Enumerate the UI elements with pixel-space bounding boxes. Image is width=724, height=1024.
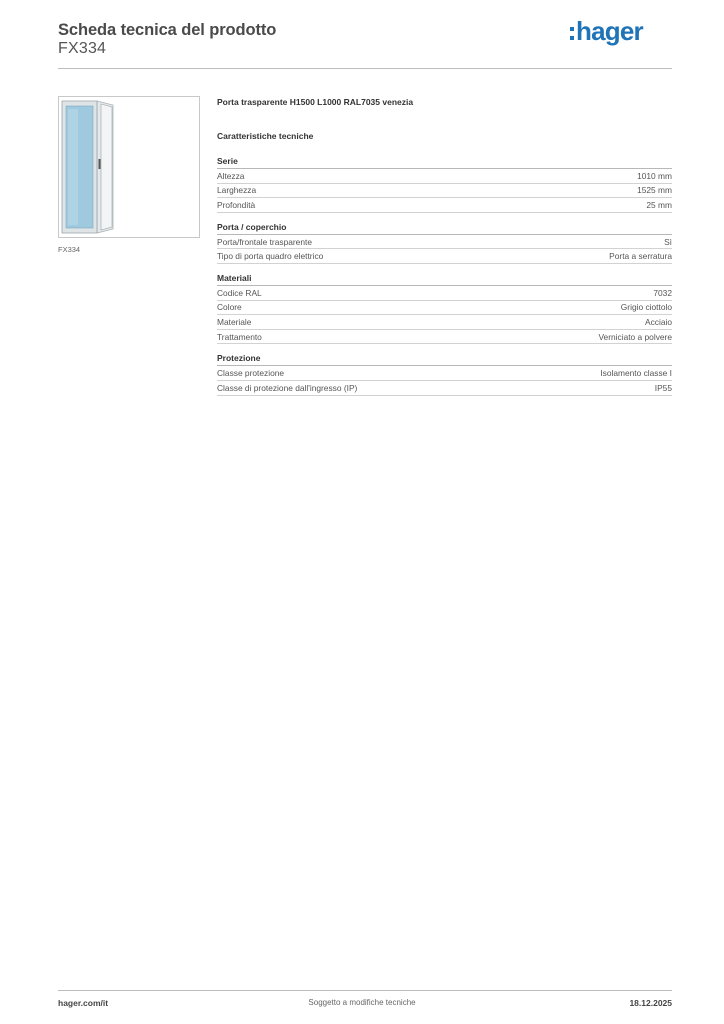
spec-row	[217, 366, 672, 381]
spec-row	[217, 315, 672, 330]
spec-value: 1525 mm	[637, 185, 672, 196]
spec-group-porta	[217, 221, 672, 264]
spec-row	[217, 198, 672, 213]
cabinet-door-icon	[59, 97, 199, 237]
spec-row	[217, 249, 672, 264]
spec-value: Porta a serratura	[609, 251, 672, 262]
product-code: FX334	[58, 40, 107, 57]
spec-row	[217, 169, 672, 184]
spec-row	[217, 330, 672, 345]
footer-divider	[58, 990, 672, 991]
footer-date: 18.12.2025	[629, 998, 672, 1008]
spec-group-serie	[217, 155, 672, 213]
spec-value: Isolamento classe I	[600, 368, 672, 379]
spec-value: IP55	[654, 382, 672, 393]
spec-row	[217, 184, 672, 199]
spec-label: Profondità	[217, 199, 256, 210]
spec-value: 25 mm	[646, 199, 672, 210]
spec-label: Classe protezione	[217, 368, 285, 379]
spec-group-title: Serie	[217, 155, 672, 169]
header-divider	[58, 68, 672, 69]
spec-table	[217, 155, 672, 404]
page-title: Scheda tecnica del prodotto	[58, 21, 277, 39]
spec-group-title: Materiali	[217, 272, 672, 286]
spec-label: Materiale	[217, 316, 252, 327]
spec-value: Grigio ciottolo	[620, 302, 672, 313]
section-heading: Caratteristiche tecniche	[217, 131, 314, 141]
spec-label: Colore	[217, 302, 242, 313]
spec-value: Verniciato a polvere	[598, 331, 672, 342]
spec-value: 7032	[653, 287, 672, 298]
spec-group-materiali	[217, 272, 672, 344]
spec-row	[217, 301, 672, 316]
spec-label: Altezza	[217, 170, 245, 181]
spec-group-title: Protezione	[217, 352, 672, 366]
spec-group-protezione	[217, 352, 672, 395]
spec-row	[217, 235, 672, 250]
spec-value: Acciaio	[645, 316, 672, 327]
product-title: Porta trasparente H1500 L1000 RAL7035 venezia	[217, 97, 414, 107]
footer-website-link[interactable]: hager.com/it	[58, 998, 109, 1008]
spec-row	[217, 286, 672, 301]
spec-label: Classe di protezione dall'ingresso (IP)	[217, 382, 358, 393]
spec-label: Codice RAL	[217, 287, 262, 298]
spec-label: Tipo di porta quadro elettrico	[217, 251, 324, 262]
spec-label: Porta/frontale trasparente	[217, 236, 312, 247]
spec-row	[217, 381, 672, 396]
spec-label: Trattamento	[217, 331, 262, 342]
spec-value: Sì	[664, 236, 672, 247]
spec-label: Larghezza	[217, 185, 257, 196]
image-caption: FX334	[58, 245, 81, 254]
spec-group-title: Porta / coperchio	[217, 221, 672, 235]
logo-wordmark: hager	[576, 16, 643, 46]
logo-colon-mark	[570, 27, 574, 40]
spec-value: 1010 mm	[637, 170, 672, 181]
footer-note: Soggetto a modifiche tecniche	[308, 998, 416, 1007]
hager-logo[interactable]	[570, 16, 656, 46]
product-image	[58, 96, 200, 238]
